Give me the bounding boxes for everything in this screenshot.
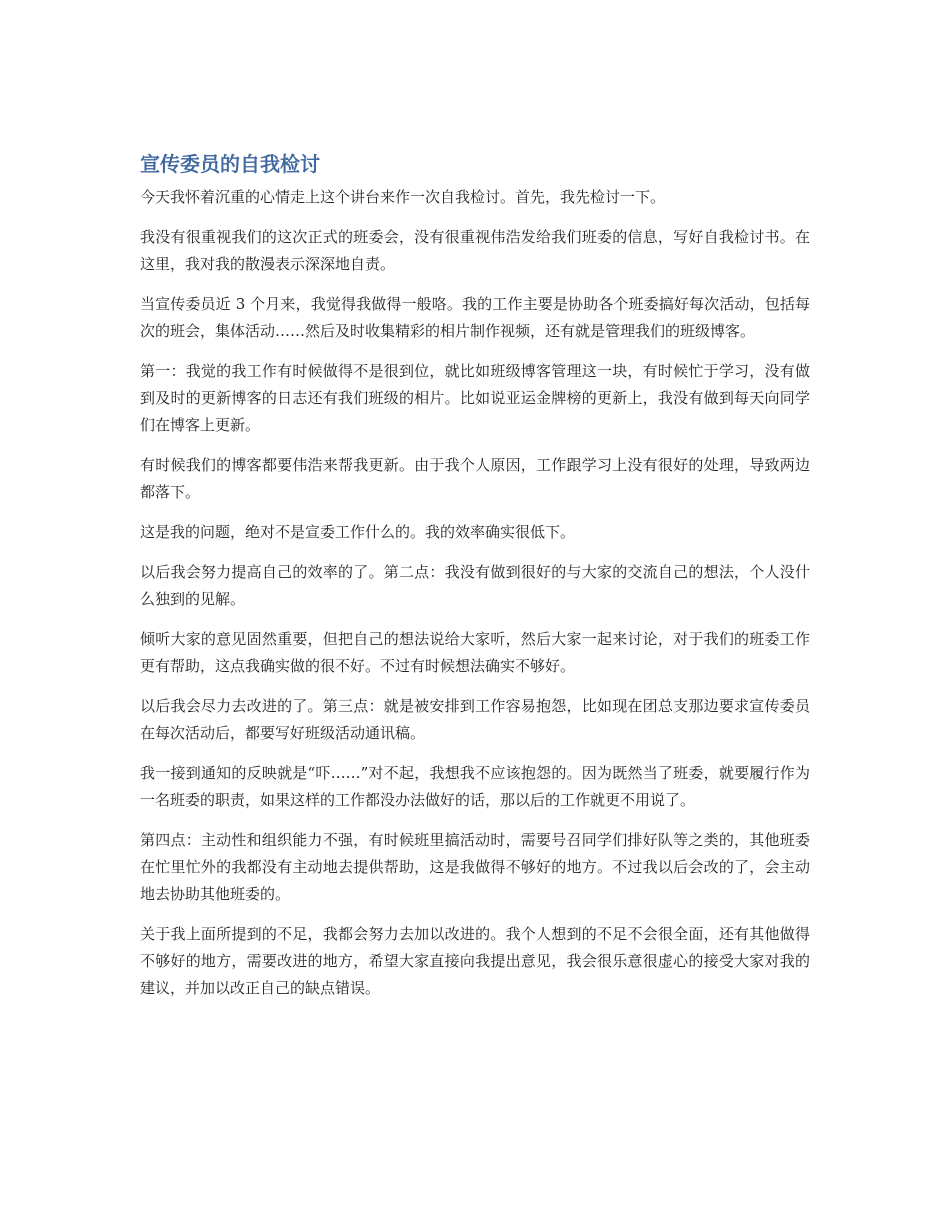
paragraph: 以后我会努力提高自己的效率的了。第二点：我没有做到很好的与大家的交流自己的想法，个人没什么独到的见解。 — [140, 563, 810, 608]
paragraph: 倾听大家的意见固然重要，但把自己的想法说给大家听，然后大家一起来讨论，对于我们的班委工作更有帮助，这点我确实做的很不好。不过有时候想法确实不够好。 — [140, 630, 810, 675]
paragraph: 我一接到通知的反映就是“吓……”对不起，我想我不应该抱怨的。因为既然当了班委，就要履行作为一名班委的职责，如果这样的工作都没办法做好的话，那以后的工作就更不用说了。 — [140, 764, 810, 809]
paragraph: 有时候我们的博客都要伟浩来帮我更新。由于我个人原因，工作跟学习上没有很好的处理，导致两边都落下。 — [140, 456, 810, 501]
paragraph: 我没有很重视我们的这次正式的班委会，没有很重视伟浩发给我们班委的信息，写好自我检讨书。在这里，我对我的散漫表示深深地自责。 — [140, 228, 810, 273]
paragraph: 这是我的问题，绝对不是宣委工作什么的。我的效率确实很低下。 — [140, 523, 576, 541]
paragraph: 今天我怀着沉重的心情走上这个讲台来作一次自我检讨。首先，我先检讨一下。 — [140, 188, 666, 206]
document-body — [140, 150, 810, 1015]
paragraph: 第四点：主动性和组织能力不强，有时候班里搞活动时，需要号召同学们排好队等之类的，其他班委在忙里忙外的我都没有主动地去提供帮助，这是我做得不够好的地方。不过我以后会改的了，会主动地去协助其他班委的。 — [140, 831, 810, 903]
paragraph: 关于我上面所提到的不足，我都会努力去加以改进的。我个人想到的不足不会很全面，还有其他做得不够好的地方，需要改进的地方，希望大家直接向我提出意见，我会很乐意很虚心的接受大家对我的建议，并加以改正自己的缺点错误。 — [140, 925, 810, 997]
document-title: 宣传委员的自我检讨 — [140, 152, 320, 176]
paragraph: 以后我会尽力去改进的了。第三点：就是被安排到工作容易抱怨，比如现在团总支那边要求宣传委员在每次活动后，都要写好班级活动通讯稿。 — [140, 697, 810, 742]
paragraph: 当宣传委员近 3 个月来，我觉得我做得一般咯。我的工作主要是协助各个班委搞好每次活动，包括每次的班会，集体活动……然后及时收集精彩的相片制作视频，还有就是管理我们的班级博客。 — [140, 295, 810, 340]
paragraph: 第一：我觉的我工作有时候做得不是很到位，就比如班级博客管理这一块，有时候忙于学习，没有做到及时的更新博客的日志还有我们班级的相片。比如说亚运金牌榜的更新上，我没有做到每天向同学们在博客上更新。 — [140, 362, 810, 434]
